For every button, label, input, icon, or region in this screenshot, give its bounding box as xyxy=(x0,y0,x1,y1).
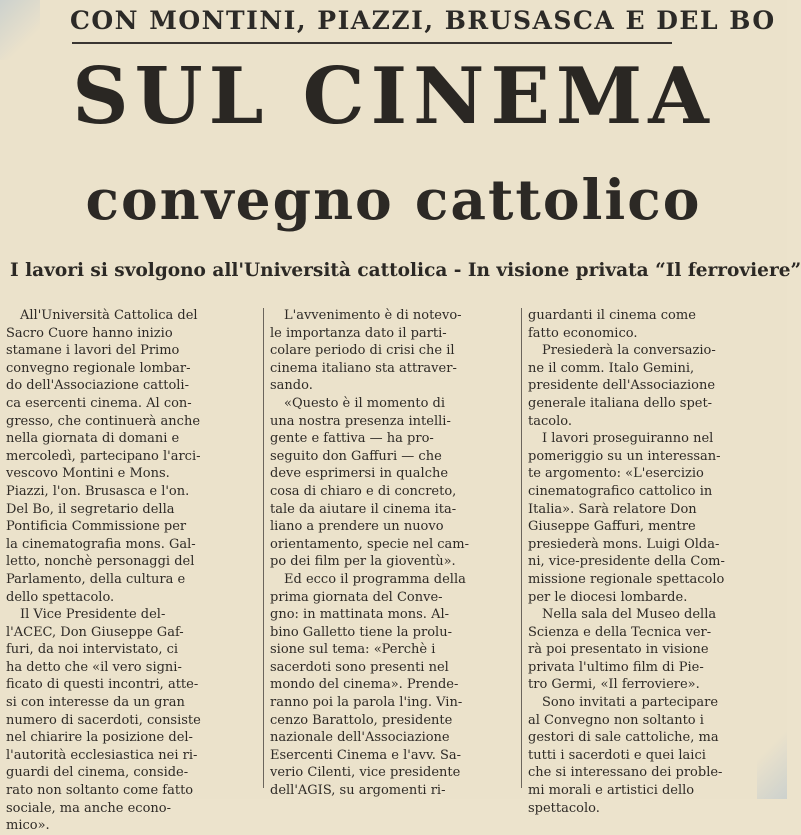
text-line: convegno regionale lombar- xyxy=(6,360,191,376)
text-line: la cinematografia mons. Gal- xyxy=(6,536,196,552)
text-line: Del Bo, il segretario della xyxy=(6,501,175,517)
text-line: Sacro Cuore hanno inizio xyxy=(6,325,173,341)
text-line: guardi del cinema, conside- xyxy=(6,765,189,781)
text-line: bino Galletto tiene la prolu- xyxy=(270,624,452,640)
article-paragraph xyxy=(528,342,776,430)
text-line: sando. xyxy=(270,378,313,394)
text-line: Piazzi, l'on. Brusasca e l'on. xyxy=(6,483,190,499)
article-paragraph xyxy=(528,606,776,694)
article-paragraph xyxy=(6,307,256,606)
text-line: mi morali e artistici dello xyxy=(528,783,695,799)
text-line: Presiederà la conversazio- xyxy=(542,343,716,359)
article-deck: I lavori si svolgono all'Università cattolica - In visione privata “Il ferroviere” xyxy=(10,260,801,281)
text-line: cinema italiano sta attraver- xyxy=(270,360,457,376)
article-paragraph xyxy=(528,694,776,817)
text-line: L'avvenimento è di notevo- xyxy=(284,308,462,323)
text-line: mico». xyxy=(6,818,50,834)
text-line: tale da aiutare il cinema ita- xyxy=(270,501,457,517)
text-line: deve esprimersi in qualche xyxy=(270,466,449,482)
text-line: Giuseppe Gaffuri, mentre xyxy=(528,519,696,535)
text-line: cenzo Barattolo, presidente xyxy=(270,712,453,728)
text-line: mondo del cinema». Prende- xyxy=(270,677,459,693)
text-line: missione regionale spettacolo xyxy=(528,571,725,587)
text-line: Esercenti Cinema e l'avv. Sa- xyxy=(270,747,462,763)
text-line: rato non soltanto come fatto xyxy=(6,783,194,799)
text-line: Nella sala del Museo della xyxy=(542,607,717,623)
article-subheadline: convegno cattolico xyxy=(85,167,702,232)
text-line: numero di sacerdoti, consiste xyxy=(6,712,201,728)
text-line: stamane i lavori del Primo xyxy=(6,343,180,359)
text-line: cosa di chiaro e di concreto, xyxy=(270,483,457,499)
text-line: sociale, ma anche econo- xyxy=(6,800,172,816)
text-line: tutti i sacerdoti e quei laici xyxy=(528,747,706,763)
text-line: gresso, che continuerà anche xyxy=(6,413,201,429)
text-line: Ed ecco il programma della xyxy=(284,571,466,587)
text-line: ficato di questi incontri, atte- xyxy=(6,677,199,693)
text-line: po dei film per la gioventù». xyxy=(270,554,456,570)
text-line: do dell'Associazione cattoli- xyxy=(6,378,189,394)
text-line: presidente dell'Associazione xyxy=(528,378,716,394)
text-line: Il Vice Presidente del- xyxy=(20,607,166,623)
kicker-rule xyxy=(72,42,672,44)
text-line: rà poi presentato in visione xyxy=(528,642,709,658)
text-line: gente e fattiva — ha pro- xyxy=(270,431,434,447)
text-line: pomeriggio su un interessan- xyxy=(528,448,721,464)
text-line: tro Germi, «Il ferroviere». xyxy=(528,677,700,693)
text-line: ca esercenti cinema. Al con- xyxy=(6,395,192,411)
text-line: l'autorità ecclesiastica nei ri- xyxy=(6,747,198,763)
text-line: ranno poi la parola l'ing. Vin- xyxy=(270,695,463,711)
text-line: ne il comm. Italo Gemini, xyxy=(528,360,695,376)
text-line: Parlamento, della cultura e xyxy=(6,571,186,587)
text-line: nazionale dell'Associazione xyxy=(270,730,450,746)
text-line: vescovo Montini e Mons. xyxy=(6,466,170,482)
text-line: gno: in mattinata mons. Al- xyxy=(270,607,450,623)
text-line: letto, nonchè personaggi del xyxy=(6,554,195,570)
text-line: «Questo è il momento di xyxy=(284,395,446,411)
paper-stain-top-left xyxy=(0,0,40,60)
text-line: Italia». Sarà relatore Don xyxy=(528,501,697,517)
text-line: per le diocesi lombarde. xyxy=(528,589,688,605)
text-line: seguito don Gaffuri — che xyxy=(270,448,442,464)
article-headline: SUL CINEMA xyxy=(72,51,715,142)
column-rule-1 xyxy=(263,308,264,788)
text-line: orientamento, specie nel cam- xyxy=(270,536,470,552)
text-line: ni, vice-presidente della Com- xyxy=(528,554,725,570)
text-line: colare periodo di crisi che il xyxy=(270,343,455,359)
text-line: sacerdoti sono presenti nel xyxy=(270,659,449,675)
article-paragraph xyxy=(270,307,514,395)
article-paragraph xyxy=(528,307,776,342)
text-line: nel chiarire la posizione del- xyxy=(6,730,193,746)
article-paragraph xyxy=(270,395,514,571)
text-line: le importanza dato il parti- xyxy=(270,325,447,341)
article-paragraph xyxy=(270,571,514,800)
text-line: ha detto che «il vero signi- xyxy=(6,659,182,675)
text-line: fatto economico. xyxy=(528,325,638,341)
text-line: Pontificia Commissione per xyxy=(6,519,187,535)
text-line: l'ACEC, Don Giuseppe Gaf- xyxy=(6,624,184,640)
text-line: che si interessano dei proble- xyxy=(528,765,723,781)
text-line: I lavori proseguiranno nel xyxy=(542,431,714,447)
text-line: cinematografico cattolico in xyxy=(528,483,713,499)
text-line: Sono invitati a partecipare xyxy=(542,695,719,711)
text-line: al Convegno non soltanto i xyxy=(528,712,704,728)
text-line: verio Cilenti, vice presidente xyxy=(270,765,461,781)
text-line: tacolo. xyxy=(528,413,572,429)
text-line: una nostra presenza intelli- xyxy=(270,413,451,429)
column-rule-2 xyxy=(521,308,522,788)
text-line: prima giornata del Conve- xyxy=(270,589,443,605)
article-paragraph xyxy=(528,430,776,606)
text-line: generale italiana dello spet- xyxy=(528,395,713,411)
text-line: presiederà mons. Luigi Olda- xyxy=(528,536,720,552)
text-line: mercoledì, partecipano l'arci- xyxy=(6,448,201,464)
text-line: gestori di sale cattoliche, ma xyxy=(528,730,719,746)
article-column-1 xyxy=(6,307,256,834)
text-line: guardanti il cinema come xyxy=(528,308,696,323)
text-line: sione sul tema: «Perchè i xyxy=(270,642,436,658)
text-line: dello spettacolo. xyxy=(6,589,115,605)
article-paragraph xyxy=(6,606,256,835)
text-line: nella giornata di domani e xyxy=(6,431,180,447)
article-kicker: CON MONTINI, PIAZZI, BRUSASCA E DEL BO xyxy=(70,6,776,35)
text-line: furi, da noi intervistato, ci xyxy=(6,642,179,658)
text-line: te argomento: «L'esercizio xyxy=(528,466,704,482)
text-line: spettacolo. xyxy=(528,800,600,816)
text-line: dell'AGIS, su argomenti ri- xyxy=(270,783,446,799)
text-line: Scienza e della Tecnica ver- xyxy=(528,624,712,640)
text-line: liano a prendere un nuovo xyxy=(270,519,444,535)
text-line: All'Università Cattolica del xyxy=(20,308,198,323)
text-line: si con interesse da un gran xyxy=(6,695,185,711)
article-column-3 xyxy=(528,307,776,816)
text-line: privata l'ultimo film di Pie- xyxy=(528,659,704,675)
article-column-2 xyxy=(270,307,514,799)
